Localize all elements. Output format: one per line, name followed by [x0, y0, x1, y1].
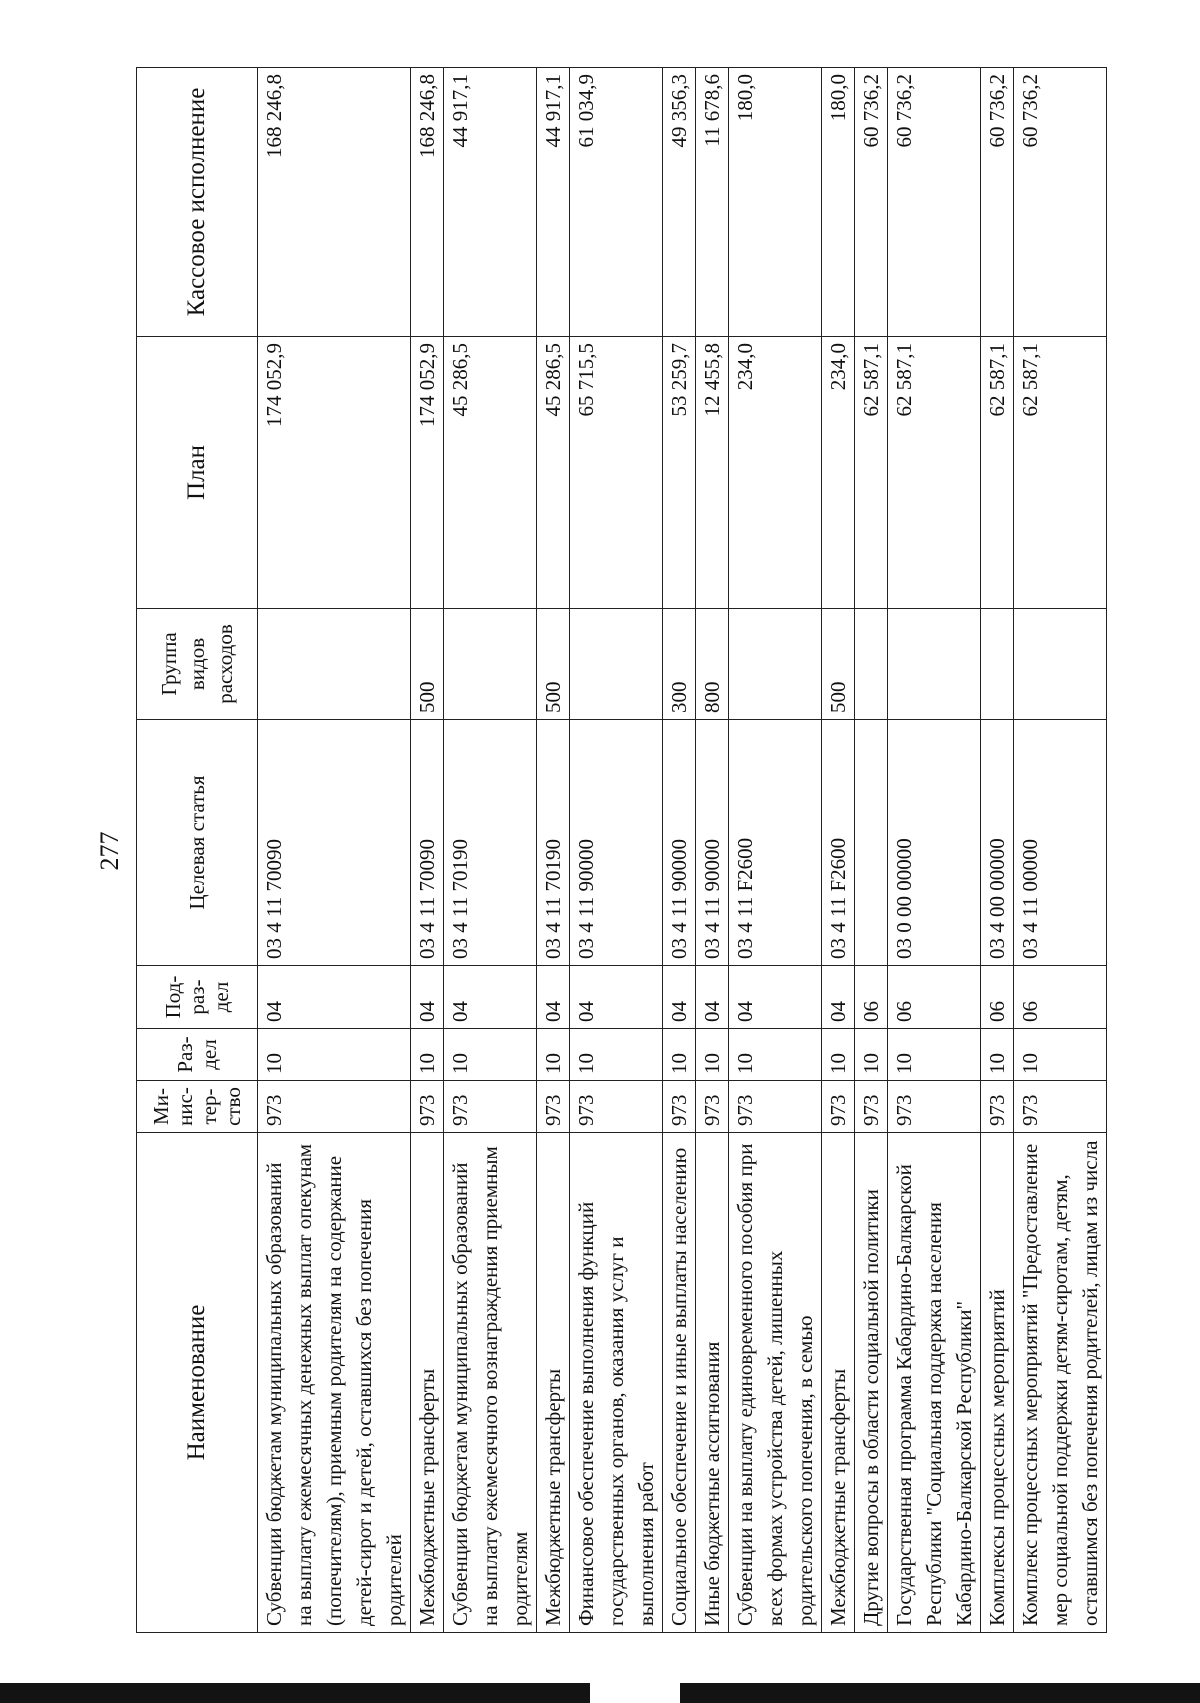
cell-podrazdel: 04 [729, 966, 822, 1029]
table-header-row [137, 68, 258, 1633]
cell-group: 500 [537, 609, 570, 720]
cell-ministry: 973 [981, 1081, 1014, 1133]
cell-plan: 45 286,5 [444, 337, 537, 609]
cell-name: Комплекс процессных мероприятий "Предоставление мер социальной поддержки детям-сиротам, детям, оставшимся без попечения родителей, лицам из числа [1014, 1133, 1107, 1633]
cell-podrazdel: 06 [1014, 966, 1107, 1029]
cell-plan: 62 587,1 [981, 337, 1014, 609]
cell-razdel: 10 [663, 1029, 696, 1081]
cell-target: 03 4 11 90000 [570, 720, 663, 966]
cell-razdel: 10 [855, 1029, 888, 1081]
cell-target: 03 4 11 70090 [258, 720, 411, 966]
cell-podrazdel: 06 [981, 966, 1014, 1029]
cell-group [729, 609, 822, 720]
cell-ministry: 973 [822, 1081, 855, 1133]
cell-cash: 60 736,2 [1014, 68, 1107, 337]
cell-name: Межбюджетные трансферты [822, 1133, 855, 1633]
table-row [444, 68, 537, 1633]
cell-podrazdel: 06 [888, 966, 981, 1029]
cell-podrazdel: 04 [537, 966, 570, 1029]
cell-razdel: 10 [258, 1029, 411, 1081]
cell-name: Субвенции бюджетам муниципальных образований на выплату ежемесячного вознаграждения приемным родителям [444, 1133, 537, 1633]
table-row [981, 68, 1014, 1633]
cell-group [888, 609, 981, 720]
cell-plan: 174 052,9 [258, 337, 411, 609]
cell-group [855, 609, 888, 720]
cell-ministry: 973 [258, 1081, 411, 1133]
cell-ministry: 973 [537, 1081, 570, 1133]
cell-ministry: 973 [663, 1081, 696, 1133]
cell-group: 300 [663, 609, 696, 720]
cell-podrazdel: 04 [663, 966, 696, 1029]
cell-podrazdel: 04 [444, 966, 537, 1029]
cell-razdel: 10 [696, 1029, 729, 1081]
cell-name: Социальное обеспечение и иные выплаты населению [663, 1133, 696, 1633]
cell-razdel: 10 [411, 1029, 444, 1081]
header-name: Наименование [137, 1133, 258, 1633]
cell-cash: 168 246,8 [411, 68, 444, 337]
cell-cash: 49 356,3 [663, 68, 696, 337]
cell-cash: 60 736,2 [855, 68, 888, 337]
page-number: 277 [95, 831, 124, 871]
cell-name: Субвенции на выплату единовременного пособия при всех формах устройства детей, лишенных родительского попечения, в семью [729, 1133, 822, 1633]
header-ministry: Ми-нис-тер-ство [137, 1081, 258, 1133]
table-row [663, 68, 696, 1633]
cell-cash: 60 736,2 [888, 68, 981, 337]
cell-ministry: 973 [888, 1081, 981, 1133]
header-group: Группа видов расходов [137, 609, 258, 720]
cell-podrazdel: 06 [855, 966, 888, 1029]
cell-ministry: 973 [411, 1081, 444, 1133]
cell-target: 03 4 11 70190 [444, 720, 537, 966]
cell-plan: 53 259,7 [663, 337, 696, 609]
cell-podrazdel: 04 [258, 966, 411, 1029]
table-row [258, 68, 411, 1633]
cell-group: 800 [696, 609, 729, 720]
table-row [1014, 68, 1107, 1633]
cell-plan: 62 587,1 [888, 337, 981, 609]
cell-group [981, 609, 1014, 720]
table-row [696, 68, 729, 1633]
cell-podrazdel: 04 [696, 966, 729, 1029]
cell-ministry: 973 [444, 1081, 537, 1133]
cell-ministry: 973 [729, 1081, 822, 1133]
cell-target: 03 4 11 F2600 [729, 720, 822, 966]
cell-group: 500 [822, 609, 855, 720]
cell-group: 500 [411, 609, 444, 720]
cell-plan: 65 715,5 [570, 337, 663, 609]
cell-plan: 45 286,5 [537, 337, 570, 609]
cell-ministry: 973 [696, 1081, 729, 1133]
cell-podrazdel: 04 [570, 966, 663, 1029]
cell-target: 03 4 11 00000 [1014, 720, 1107, 966]
cell-razdel: 10 [981, 1029, 1014, 1081]
cell-target: 03 4 11 70190 [537, 720, 570, 966]
cell-target: 03 4 11 F2600 [822, 720, 855, 966]
cell-plan: 234,0 [729, 337, 822, 609]
cell-name: Государственная программа Кабардино-Балкарской Республики "Социальная поддержка населения Кабардино-Балкарской Республики" [888, 1133, 981, 1633]
cell-razdel: 10 [822, 1029, 855, 1081]
cell-group [444, 609, 537, 720]
cell-target: 03 0 00 00000 [888, 720, 981, 966]
header-razdel: Раз-дел [137, 1029, 258, 1081]
table-row [411, 68, 444, 1633]
cell-cash: 180,0 [729, 68, 822, 337]
cell-cash: 11 678,6 [696, 68, 729, 337]
cell-cash: 61 034,9 [570, 68, 663, 337]
cell-plan: 234,0 [822, 337, 855, 609]
cell-group [570, 609, 663, 720]
cell-target: 03 4 11 90000 [696, 720, 729, 966]
scan-edge-gap [590, 1683, 680, 1703]
cell-group [1014, 609, 1107, 720]
cell-plan: 12 455,8 [696, 337, 729, 609]
table-row [537, 68, 570, 1633]
table-row [855, 68, 888, 1633]
cell-cash: 44 917,1 [537, 68, 570, 337]
cell-name: Другие вопросы в области социальной политики [855, 1133, 888, 1633]
cell-target [855, 720, 888, 966]
cell-razdel: 10 [1014, 1029, 1107, 1081]
cell-plan: 174 052,9 [411, 337, 444, 609]
cell-ministry: 973 [1014, 1081, 1107, 1133]
cell-podrazdel: 04 [822, 966, 855, 1029]
cell-target: 03 4 11 90000 [663, 720, 696, 966]
cell-target: 03 4 00 00000 [981, 720, 1014, 966]
cell-razdel: 10 [570, 1029, 663, 1081]
cell-name: Межбюджетные трансферты [411, 1133, 444, 1633]
cell-cash: 180,0 [822, 68, 855, 337]
cell-ministry: 973 [570, 1081, 663, 1133]
cell-ministry: 973 [855, 1081, 888, 1133]
cell-razdel: 10 [729, 1029, 822, 1081]
cell-plan: 62 587,1 [855, 337, 888, 609]
cell-plan: 62 587,1 [1014, 337, 1107, 609]
header-podrazdel: Под-раз-дел [137, 966, 258, 1029]
cell-razdel: 10 [537, 1029, 570, 1081]
cell-target: 03 4 11 70090 [411, 720, 444, 966]
cell-cash: 168 246,8 [258, 68, 411, 337]
table-row [888, 68, 981, 1633]
cell-name: Субвенции бюджетам муниципальных образований на выплату ежемесячных денежных выплат опекунам (попечителям), приемным родителям на содержание детей-сирот и детей, оставшихся без попечения родителей [258, 1133, 411, 1633]
table-row [729, 68, 822, 1633]
table-row [822, 68, 855, 1633]
header-target: Целевая статья [137, 720, 258, 966]
cell-cash: 60 736,2 [981, 68, 1014, 337]
cell-name: Межбюджетные трансферты [537, 1133, 570, 1633]
cell-razdel: 10 [444, 1029, 537, 1081]
cell-name: Комплексы процессных мероприятий [981, 1133, 1014, 1633]
cell-podrazdel: 04 [411, 966, 444, 1029]
cell-razdel: 10 [888, 1029, 981, 1081]
rotated-page [136, 68, 1107, 1633]
cell-name: Финансовое обеспечение выполнения функций государственных органов, оказания услуг и выполнения работ [570, 1133, 663, 1633]
budget-table [136, 67, 1107, 1633]
cell-cash: 44 917,1 [444, 68, 537, 337]
header-cash: Кассовое исполнение [137, 68, 258, 337]
cell-group [258, 609, 411, 720]
table-row [570, 68, 663, 1633]
cell-name: Иные бюджетные ассигнования [696, 1133, 729, 1633]
header-plan: План [137, 337, 258, 609]
